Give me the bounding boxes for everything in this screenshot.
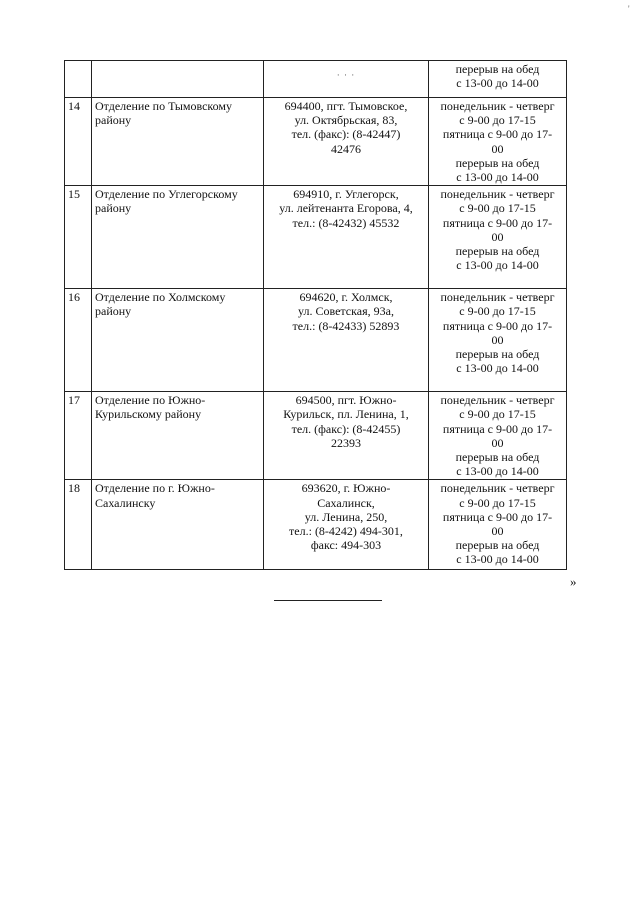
- address-line: 693620, г. Южно-: [301, 481, 391, 496]
- address-line: тел.: (8-42432) 45532: [292, 215, 400, 230]
- scan-smudge: · · ·: [336, 70, 356, 80]
- branch-name: Отделение по г. Южно-Сахалинску: [92, 480, 264, 570]
- office-hours: [429, 480, 567, 570]
- address-line: 694910, г. Углегорск,: [293, 187, 399, 202]
- branch-schedule-table: [64, 60, 567, 570]
- address-line: ул. Октябрьская, 83,: [294, 113, 398, 128]
- office-hours: [429, 61, 567, 98]
- address-line: факс: 494-303: [310, 538, 382, 553]
- hours-line: с 9-00 до 17-15: [459, 407, 536, 422]
- end-rule: [274, 600, 382, 601]
- address-line: 694500, пгт. Южно-: [295, 393, 397, 408]
- hours-line: с 9-00 до 17-15: [459, 304, 536, 319]
- hours-line: с 13-00 до 14-00: [456, 464, 539, 479]
- branch-address: [264, 186, 429, 289]
- address-line: тел.: (8-42433) 52893: [292, 318, 400, 333]
- address-line: 22393: [331, 435, 361, 450]
- hours-line: понедельник - четверг: [440, 290, 555, 305]
- address-line: Сахалинск,: [317, 495, 375, 510]
- table-row: [65, 61, 567, 98]
- hours-line: понедельник - четверг: [440, 99, 555, 113]
- table-row: [65, 480, 567, 570]
- hours-line: 00: [491, 435, 504, 450]
- hours-line: перерыв на обед: [455, 347, 540, 362]
- hours-line: с 9-00 до 17-15: [459, 201, 536, 216]
- address-line: 694620, г. Холмск,: [299, 290, 393, 305]
- hours-line: понедельник - четверг: [440, 187, 555, 202]
- table-row: [65, 392, 567, 480]
- hours-line: с 13-00 до 14-00: [456, 361, 539, 376]
- row-number: 14: [65, 98, 92, 186]
- hours-line: 00: [491, 524, 504, 539]
- hours-line: перерыв на обед: [455, 450, 540, 465]
- hours-line: с 9-00 до 17-15: [459, 495, 536, 510]
- hours-line: с 13-00 до 14-00: [456, 170, 539, 185]
- branch-name: [92, 61, 264, 98]
- address-line: 42476: [331, 141, 361, 156]
- hours-line: 00: [491, 141, 504, 156]
- address-line: ул. Советская, 93а,: [298, 304, 394, 319]
- address-line: тел. (факс): (8-42455): [291, 421, 401, 436]
- hours-line: с 13-00 до 14-00: [456, 552, 539, 567]
- hours-line: понедельник - четверг: [440, 481, 555, 496]
- office-hours: [429, 392, 567, 480]
- hours-line: перерыв на обед: [455, 155, 540, 170]
- address-line: Курильск, пл. Ленина, 1,: [283, 407, 409, 422]
- office-hours: [429, 98, 567, 186]
- office-hours: [429, 289, 567, 392]
- table-row: [65, 98, 567, 186]
- address-line: 694400, пгт. Тымовское,: [284, 99, 408, 113]
- hours-line: 00: [491, 332, 504, 347]
- hours-line: пятница с 9-00 до 17-: [442, 318, 553, 333]
- office-hours: [429, 186, 567, 289]
- branch-name: Отделение по Холмскому району: [92, 289, 264, 392]
- hours-line: 00: [491, 229, 504, 244]
- address-line: ул. лейтенанта Егорова, 4,: [279, 201, 413, 216]
- scan-mark: ': [628, 4, 630, 14]
- hours-line: пятница с 9-00 до 17-: [442, 127, 553, 142]
- branch-name: Отделение по Углегорскому району: [92, 186, 264, 289]
- branch-address: [264, 392, 429, 480]
- hours-line: перерыв на обед: [455, 62, 540, 76]
- address-line: тел.: (8-4242) 494-301,: [289, 524, 403, 539]
- hours-line: с 13-00 до 14-00: [456, 258, 539, 273]
- branch-address: [264, 480, 429, 570]
- row-number: 17: [65, 392, 92, 480]
- hours-line: понедельник - четверг: [440, 393, 555, 408]
- table-row: [65, 186, 567, 289]
- closing-quote: »: [570, 574, 577, 589]
- hours-line: перерыв на обед: [455, 538, 540, 553]
- address-line: тел. (факс): (8-42447): [291, 127, 401, 142]
- hours-line: перерыв на обед: [455, 244, 540, 259]
- branch-name: Отделение по Тымовскому району: [92, 98, 264, 186]
- hours-line: пятница с 9-00 до 17-: [442, 509, 553, 524]
- hours-line: пятница с 9-00 до 17-: [442, 215, 553, 230]
- table-body: [65, 61, 567, 570]
- address-line: ул. Ленина, 250,: [304, 509, 388, 524]
- hours-line: с 13-00 до 14-00: [456, 76, 539, 91]
- row-number: 16: [65, 289, 92, 392]
- row-number: 15: [65, 186, 92, 289]
- branch-address: [264, 289, 429, 392]
- table-row: [65, 289, 567, 392]
- row-number: [65, 61, 92, 98]
- hours-line: с 9-00 до 17-15: [459, 113, 536, 128]
- branch-name: Отделение по Южно-Курильскому району: [92, 392, 264, 480]
- branch-address: [264, 61, 429, 98]
- branch-address: [264, 98, 429, 186]
- hours-line: пятница с 9-00 до 17-: [442, 421, 553, 436]
- row-number: 18: [65, 480, 92, 570]
